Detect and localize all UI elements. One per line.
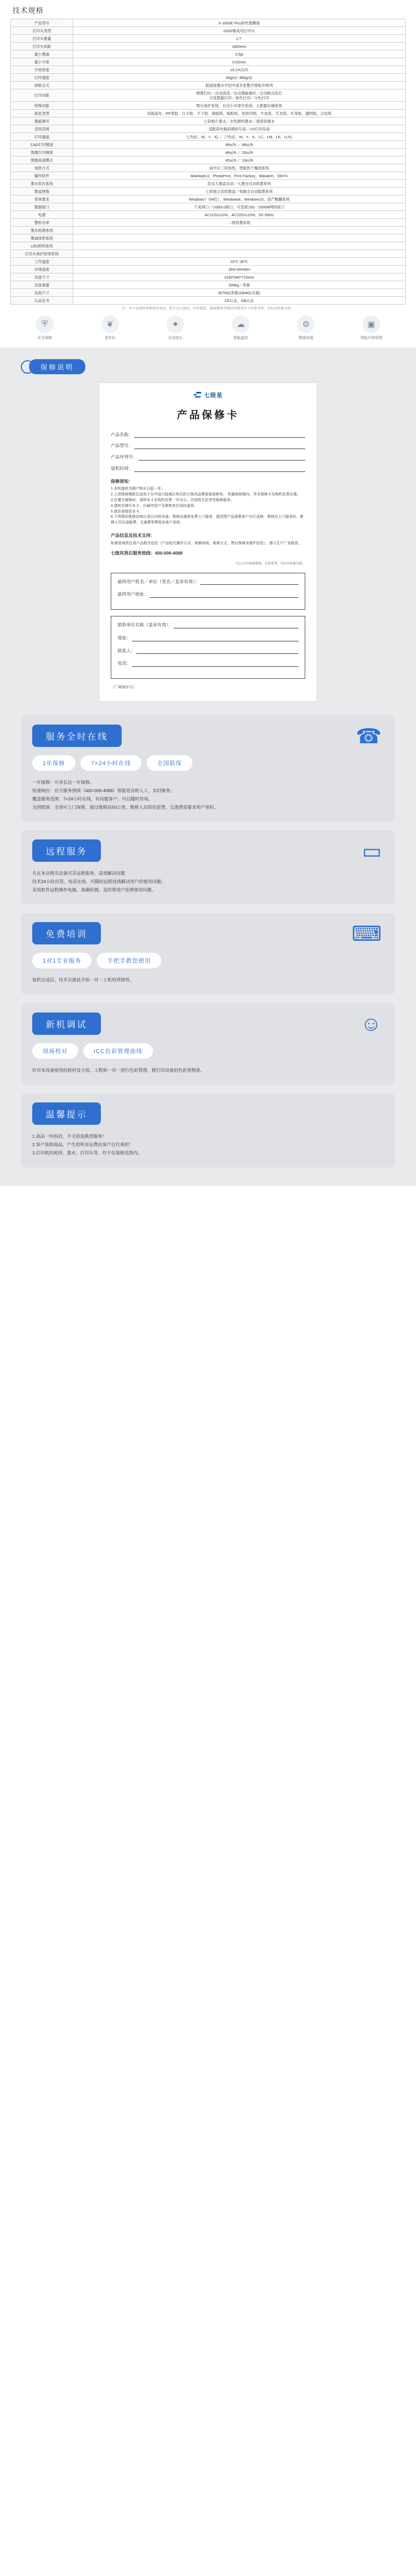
service-tag: 手把手教您使用 <box>97 953 161 968</box>
term-item: 2.上述保修期限仅适用于在中国大陆地区购买的七级风品牌原装保修单， 机器保修期内，凭本保修卡及购机发票办理。 <box>111 493 301 497</box>
spec-value: 七彩独立连供墨盒／电脑全自动稳墨系统 <box>73 188 406 195</box>
term-item: 6.下列情况维修站50公里以内的设备，维修站提供免费上门服务，超范围产品需要客户自行送修，维修站上门服务时，维修人员往返路费、交通费等费用由客户承担。 <box>111 515 304 525</box>
spec-value: 1800mm <box>73 43 406 50</box>
spec-key: 环境湿度 <box>11 266 73 273</box>
service-paragraph: 快速响应：官方服务热线（400-009-4088）智能语音转人工，实时服务； <box>32 787 175 793</box>
form-field[interactable] <box>111 431 305 438</box>
table-row <box>11 273 406 281</box>
term-item: 4.请如实填写本卡，自最终用户及销售单位同时盖章。 <box>111 504 198 508</box>
service-paragraph: 装机完成后，技术员就此开始一对一上机培训使用。 <box>32 977 134 983</box>
feature-icon-label: 安全保障 <box>37 336 52 340</box>
form-field[interactable] <box>118 579 298 585</box>
table-row <box>11 125 406 133</box>
spec-key: 图像打印精度 <box>11 149 73 156</box>
end-user-box <box>111 573 305 610</box>
brand-row <box>111 391 305 400</box>
term-item: 3.在遵守保修时，请将本卡及购机发票一并出示，否则将无法享受保修服务。 <box>111 498 234 502</box>
speed-disclaimer: *以上打印速度数据，仅供参考，实际以机器为准。 <box>235 562 305 566</box>
spec-value: 二级供墨系统 <box>73 219 406 227</box>
spec-value-multi <box>73 89 406 102</box>
spec-value: 35%-65%RH <box>73 266 406 273</box>
service-paragraph: 覆盖服务范围：7×24小时在线，有问题客户，可以随时咨询。 <box>32 796 153 801</box>
logo-icon <box>193 392 202 399</box>
spec-key: 认证证书 <box>11 297 73 305</box>
table-row <box>11 281 406 289</box>
warranty-footer-note: （厂商保存方） <box>111 686 136 689</box>
spec-value: 3576G(净重)1904G(毛重) <box>73 289 406 297</box>
spec-value: 60g/㎡~380g/㎡ <box>73 74 406 82</box>
spec-key: 墨盒规格 <box>11 188 73 195</box>
support-phone-line <box>111 550 305 557</box>
spec-value: X-1600E Plus彩色数膜版 <box>73 19 406 27</box>
table-row <box>11 74 406 82</box>
spec-key: 介质厚度 <box>11 66 73 74</box>
spec-value: 3.5pl <box>73 50 406 58</box>
form-field-label: 产品序列号： <box>111 454 138 459</box>
form-field-input[interactable] <box>134 467 305 472</box>
table-row <box>11 50 406 58</box>
table-row <box>11 133 406 141</box>
mobile-remote-icon: ▭ <box>362 840 382 863</box>
terms-title: 保修须知： <box>111 478 133 484</box>
spacer <box>32 862 384 869</box>
spec-section <box>0 0 416 310</box>
service-body <box>32 1066 384 1074</box>
spec-key: 墨水检测系统 <box>11 227 73 234</box>
spacer <box>32 1125 384 1132</box>
spec-value: 45㎡/h ／ 19㎡/h <box>73 156 406 164</box>
spec-value: 版面按置水平居中或多张整齐排版并排列 <box>73 82 406 89</box>
table-row <box>11 242 406 250</box>
table-row <box>11 66 406 74</box>
spec-value: Maintop5.0、PhotoPrint、Print Factory、Wasatch、ONYX <box>73 172 406 180</box>
spec-value-line: 喷墨打印／自动清洗／自动墨路循环／自动断点续打 <box>196 90 282 96</box>
spec-key: 最小字体 <box>11 58 73 66</box>
spec-key: 纸张类型 <box>11 110 73 117</box>
feature-icon-label: 省外价 <box>105 336 116 340</box>
spec-value: 96㎡/h ／ 86㎡/h <box>73 141 406 149</box>
form-field-label: 最终用户地址： <box>118 592 149 597</box>
spec-key: 墨路循环 <box>11 117 73 125</box>
table-row <box>11 110 406 117</box>
spec-key: 适用范围 <box>11 125 73 133</box>
leaf-icon: ❦ <box>101 316 119 333</box>
spec-key: 电源 <box>11 211 73 219</box>
table-row <box>11 227 406 234</box>
feature-icon-cell <box>347 316 395 340</box>
table-row <box>11 219 406 227</box>
feature-icon-cell <box>21 316 69 340</box>
seller-box <box>111 616 305 679</box>
form-field-input[interactable] <box>138 456 305 461</box>
table-row <box>11 172 406 180</box>
spec-value: i3200集成电打印头 <box>73 27 406 35</box>
form-field-label: 地址： <box>118 635 131 640</box>
services-section <box>0 715 416 1187</box>
service-paragraph: 一年保修：可享长达一年保修。 <box>32 779 95 785</box>
form-field-input[interactable] <box>134 444 305 449</box>
spec-value: 20℃-35℃ <box>73 258 406 266</box>
term-item: 1.本机提供为期产购买日起一年。 <box>111 487 165 491</box>
spec-value: 2个 <box>73 35 406 43</box>
table-row <box>11 258 406 266</box>
feature-icon-cell <box>86 316 134 340</box>
table-row <box>11 27 406 35</box>
form-field-label: 最终用户姓名／单位（签名／盖章有效）： <box>118 579 200 584</box>
table-row <box>11 188 406 195</box>
spec-table <box>10 19 406 305</box>
form-field[interactable] <box>118 648 298 654</box>
support-phone: 400-009-4088 <box>155 550 183 556</box>
spec-key: 墨滴体积系统 <box>11 234 73 242</box>
form-field[interactable] <box>111 465 305 472</box>
table-row <box>11 289 406 297</box>
service-paragraph: 针对本设备使用的耗材及介质，工程师一对一进行色彩管理，便打印设备的色彩更精准。 <box>32 1067 205 1073</box>
spec-value-line: 可变数据打印／套色打印／分色打印 <box>209 95 269 100</box>
table-row <box>11 203 406 211</box>
service-body <box>32 976 384 984</box>
spec-key: 整机功率 <box>11 219 73 227</box>
support-text: 如需查询贵任用户品相关信息（产品相关操作方式、视频说明、维修方式、售后保修及维护信息），请与生产厂家联系。 <box>111 541 302 545</box>
spec-key: 打印头数量 <box>11 35 73 43</box>
service-panel <box>21 1003 395 1085</box>
spec-key: 操作软件 <box>11 172 73 180</box>
table-row <box>11 43 406 50</box>
spec-value <box>73 227 406 234</box>
service-tag: 1对1专业服务 <box>32 953 92 968</box>
spec-key: 工作温度 <box>11 258 73 266</box>
table-row <box>11 82 406 89</box>
service-panel <box>21 830 395 904</box>
feature-icon-label: 智能温控 <box>233 336 248 340</box>
feature-icon-cell <box>151 316 199 340</box>
form-field-label: 产品型号： <box>111 443 133 449</box>
spec-value: 七色(C、M、Y、K) ／ 六色(C、M、Y、K、LC、LM、LK、LLK) <box>73 133 406 141</box>
table-row <box>11 164 406 172</box>
spec-value <box>73 242 406 250</box>
shield-icon: ⛨ <box>36 316 54 333</box>
spec-key: 设备重量 <box>11 281 73 289</box>
spec-key: 打印头类型 <box>11 27 73 35</box>
form-field-label: 产品名称： <box>111 431 133 437</box>
feature-icon-cell <box>217 316 265 340</box>
form-field[interactable] <box>118 622 298 628</box>
service-paragraph: 1.商品一经拆封，不支持退换货服务！ <box>32 1133 107 1139</box>
droplet-icon: ● <box>166 316 184 333</box>
warranty-banner <box>0 359 416 374</box>
table-row <box>11 89 406 102</box>
table-row <box>11 195 406 203</box>
spec-key: 设备尺寸 <box>11 273 73 281</box>
service-tag: ICC色彩管理曲线 <box>83 1043 153 1059</box>
feature-icon-cell <box>282 316 330 340</box>
spec-value: 前中后三段加热，智能热干燥现系统 <box>73 164 406 172</box>
product-spec-page <box>0 0 416 1186</box>
form-field-input[interactable] <box>200 580 298 585</box>
spec-key: 图像高速模式 <box>11 156 73 164</box>
spec-value: AC110V±10%、AC220V±10%、50~60Hz <box>73 211 406 219</box>
service-tag: 7×24小时在线 <box>81 755 141 771</box>
spec-value: ≤0.1%以内 <box>73 66 406 74</box>
spec-value: 双面高光、PP背胶、白卡纸、不干胶、铜版纸、哑粉纸、热转印纸、牛皮纸、艺术纸、车身贴、透明贴、合成纸 <box>73 110 406 117</box>
table-row <box>11 141 406 149</box>
form-field[interactable] <box>111 442 305 449</box>
table-row <box>11 102 406 110</box>
form-field-label: 联系人： <box>118 648 136 653</box>
warranty-banner-label: 保修说明 <box>29 359 85 374</box>
service-panel <box>21 715 395 822</box>
spec-key: 包装尺寸 <box>11 289 73 297</box>
spec-key: 打印头保护防堵系统 <box>11 250 73 258</box>
spec-value: CE认证、GB认证 <box>73 297 406 305</box>
spec-key: 特殊功能 <box>11 102 73 110</box>
table-row <box>11 149 406 156</box>
form-field-label: 销售单位名称（盖章有效）： <box>118 622 173 627</box>
spec-key: LED照明系统 <box>11 242 73 250</box>
spec-value <box>73 250 406 258</box>
feature-icon-strip <box>0 310 416 348</box>
table-row <box>11 156 406 164</box>
form-field-input[interactable] <box>134 433 305 438</box>
service-panel-title: 新机调试 <box>32 1013 101 1035</box>
table-row <box>11 117 406 125</box>
phone-24-icon: ☎ <box>356 725 382 748</box>
service-paragraph: 3.打印机的耗材、墨水、打印头等，均不在保修范围内。 <box>32 1150 142 1156</box>
spec-value: 千兆网口／USB3.0接口，可连接100／1000M网络接口 <box>73 203 406 211</box>
page-title: 技术规格 <box>12 6 44 15</box>
spec-key: 数据接口 <box>11 203 73 211</box>
spec-key: CAD打印精度 <box>11 141 73 149</box>
table-row <box>11 180 406 188</box>
cloud-icon: ☁ <box>232 316 250 333</box>
table-row <box>11 211 406 219</box>
service-body <box>32 869 384 894</box>
form-field-label: 装机时间： <box>111 465 133 471</box>
warranty-card <box>99 383 317 702</box>
service-panel <box>21 913 395 994</box>
spec-key: 墨水供应系统 <box>11 180 73 188</box>
spec-footer-note: 注：本产品规格参数如有变动，恕不另行通知；打印速度、墨滴数据等测试环境条件下的参考值，实际以机器为准。 <box>122 307 294 310</box>
feature-icon-label: 智能升级管理 <box>360 336 382 340</box>
spec-value: 330kg／净重 <box>73 281 406 289</box>
service-tag-row <box>32 953 384 968</box>
spec-key: 打印头间距 <box>11 43 73 50</box>
support-title: 产品信息及技术支持： <box>111 533 155 538</box>
person-screen-icon: ☺ <box>360 1012 382 1035</box>
spec-key: 排版方式 <box>11 82 73 89</box>
form-field[interactable] <box>118 635 298 641</box>
term-item: 5.请妥善保管本卡。 <box>111 509 143 514</box>
spec-key: 打印速度 <box>11 74 73 82</box>
spec-value: 3180*940*710mm <box>73 273 406 281</box>
spec-value-line: 喷头保护系统、自动小车排序系统、大数据存储系统 <box>196 103 282 108</box>
brand-name: 七级星 <box>204 392 223 399</box>
service-panel-title: 服务全时在线 <box>32 725 122 747</box>
table-row <box>11 234 406 242</box>
form-field-input[interactable] <box>174 624 298 628</box>
service-paragraph: 技术24小时应答、电话在线，可随时远程连线解决用户的使用问题； <box>32 879 165 885</box>
spec-key: 系统要求 <box>11 195 73 203</box>
spec-value-multi <box>73 102 406 110</box>
service-body <box>32 778 384 812</box>
service-body <box>32 1132 384 1157</box>
service-panel <box>21 1093 395 1167</box>
spec-value: 0.02mm <box>73 58 406 66</box>
spec-value: 适配彩色数码喷绘写真／UV打印设备 <box>73 125 406 133</box>
form-field[interactable] <box>111 454 305 461</box>
table-row <box>11 19 406 27</box>
support-company-label: 七级风售后服务热线： <box>111 550 155 556</box>
service-paragraph: 2.客户装购商品，产生的所有运费由客户自行承担！ <box>32 1141 134 1147</box>
form-field-input[interactable] <box>132 637 298 641</box>
spec-key: 产品型号 <box>11 19 73 27</box>
terms-list <box>111 487 305 526</box>
feature-icon-label: 精度加强 <box>298 336 314 340</box>
gear-icon: ⚙ <box>297 316 315 333</box>
service-paragraph: 采用软件远程操作电脑，准确检测，及时帮用户处理使用问题。 <box>32 887 157 893</box>
form-field[interactable] <box>118 591 298 598</box>
monitor-icon: ▣ <box>362 316 380 333</box>
spec-value <box>73 234 406 242</box>
chat-training-icon: ⌨ <box>352 923 382 946</box>
service-tag: 1年保修 <box>32 755 75 771</box>
service-panel-title: 远程服务 <box>32 839 101 862</box>
form-field-input[interactable] <box>132 662 298 667</box>
table-row <box>11 58 406 66</box>
service-panel-title: 免费培训 <box>32 922 101 944</box>
warranty-card-title: 产品保修卡 <box>177 409 239 421</box>
service-tag-row <box>32 755 384 771</box>
table-row <box>11 250 406 258</box>
service-paragraph: 全国联保：全国可上门保修，超过维修站50公里、维修人员的住宿费，交通费需要求用户承担。 <box>32 804 218 810</box>
spec-key: 最小墨滴 <box>11 50 73 58</box>
service-panel-title: 温馨提示 <box>32 1102 101 1125</box>
service-paragraph: 凡在本店购买设备可享远程服务，高效解决问题 <box>32 871 125 876</box>
spec-value: 七彩相片墨水／水性颜料墨水／弱溶剂墨水 <box>73 117 406 125</box>
form-field[interactable] <box>118 660 298 667</box>
spec-key: 打印通道 <box>11 133 73 141</box>
spec-value: 负压大墨盒自动／大墨仓自动供墨系统 <box>73 180 406 188</box>
table-row <box>11 297 406 305</box>
form-field-label: 电话： <box>118 661 131 666</box>
form-field-input[interactable] <box>136 649 298 654</box>
warranty-section <box>0 348 416 715</box>
form-field-input[interactable] <box>150 593 298 598</box>
table-row <box>11 35 406 43</box>
spec-key: 加热方式 <box>11 164 73 172</box>
service-tag-row <box>32 1043 384 1059</box>
spec-value: 48㎡/h ／ 26㎡/h <box>73 149 406 156</box>
spec-value: Windows7（64位）、Windows8、Windows10、国产鲲鹏系统 <box>73 195 406 203</box>
service-tag: 现场校对 <box>32 1043 78 1059</box>
feature-icon-label: 自动洗头 <box>168 336 183 340</box>
spec-key: 打印功能 <box>11 89 73 102</box>
table-row <box>11 266 406 273</box>
service-tag: 全国联保 <box>147 755 192 771</box>
